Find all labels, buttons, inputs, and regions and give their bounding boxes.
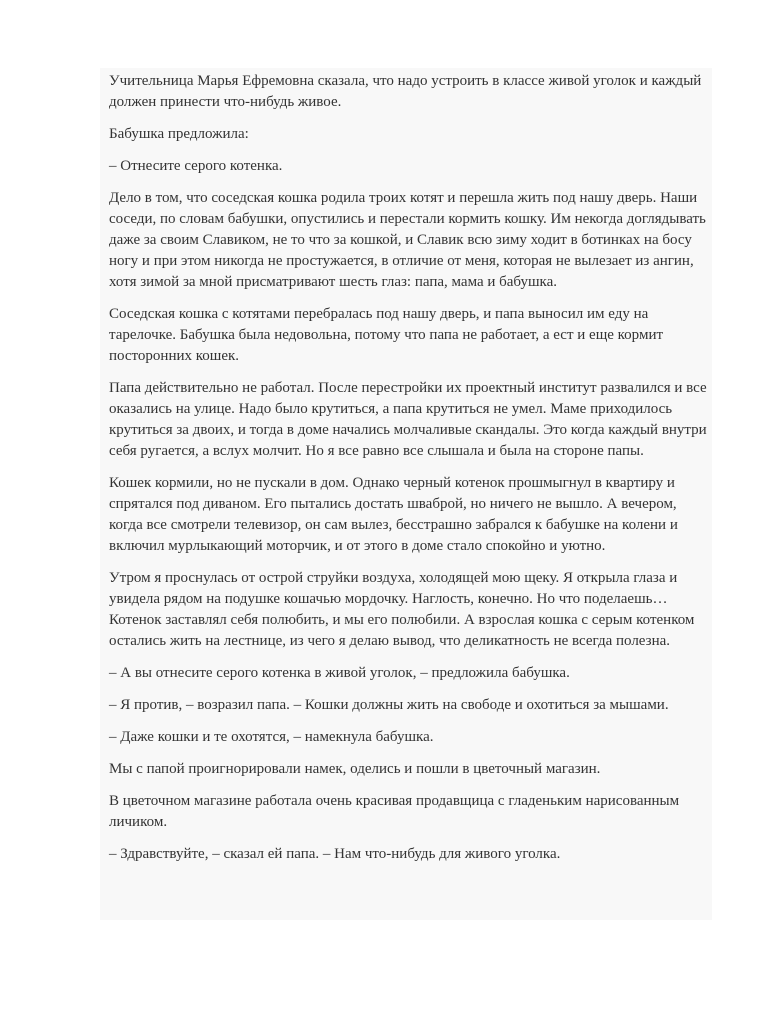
paragraph-3: – Отнесите серого котенка. bbox=[109, 158, 283, 174]
document-text bbox=[100, 68, 712, 865]
paragraph-11: – Даже кошки и те охотятся, – намекнула бабушка. bbox=[109, 729, 434, 745]
paragraph-6: Папа действительно не работал. После перестройки их проектный институт развалился и все оказались на улице. Надо было крутиться, а папа крутиться не умел. Маме приходилось крутиться за двоих, и тогда в доме начались молчаливые скандалы. Это когда каждый внутри себя ругается, а вслух молчит. Но я все равно все слышала и была на стороне папы. bbox=[109, 380, 707, 459]
paragraph-14: – Здравствуйте, – сказал ей папа. – Нам что-нибудь для живого уголка. bbox=[109, 846, 561, 862]
paragraph-13: В цветочном магазине работала очень красивая продавщица с гладеньким нарисованным личиком. bbox=[109, 793, 680, 830]
paragraph-1: Учительница Марья Ефремовна сказала, что надо устроить в классе живой уголок и каждый должен принести что-нибудь живое. bbox=[109, 73, 702, 110]
paragraph-2: Бабушка предложила: bbox=[109, 126, 249, 142]
paragraph-4: Дело в том, что соседская кошка родила троих котят и перешла жить под нашу дверь. Наши соседи, по словам бабушки, опустились и перестали кормить кошку. Им некогда доглядывать даже за своим Славиком, не то что за кошкой, и Славик всю зиму ходит в ботинках на босу ногу и при этом никогда не простужается, в отличие от меня, которая не вылезает из ангин, хотя зимой за мной присматривают шесть глаз: папа, мама и бабушка. bbox=[109, 190, 706, 290]
paragraph-5: Соседская кошка с котятами перебралась под нашу дверь, и папа выносил им еду на тарелочке. Бабушка была недовольна, потому что папа не работает, а ест и еще кормит посторонних кошек. bbox=[109, 306, 664, 364]
paragraph-7: Кошек кормили, но не пускали в дом. Однако черный котенок прошмыгнул в квартиру и спрятался под диваном. Его пытались достать шваброй, но ничего не вышло. А вечером, когда все смотрели телевизор, он сам вылез, бесстрашно забрался к бабушке на колени и включил мурлыкающий моторчик, и от этого в доме стало спокойно и уютно. bbox=[109, 475, 678, 554]
paragraph-9: – А вы отнесите серого котенка в живой уголок, – предложила бабушка. bbox=[109, 665, 570, 681]
paragraph-10: – Я против, – возразил папа. – Кошки должны жить на свободе и охотиться за мышами. bbox=[109, 697, 669, 713]
paragraph-8: Утром я проснулась от острой струйки воздуха, холодящей мою щеку. Я открыла глаза и увидела рядом на подушке кошачью мордочку. Наглость, конечно. Но что поделаешь… Котенок заставлял себя полюбить, и мы его полюбили. А взрослая кошка с серым котенком остались жить на лестнице, из чего я делаю вывод, что деликатность не всегда полезна. bbox=[109, 570, 695, 649]
paragraph-12: Мы с папой проигнорировали намек, оделись и пошли в цветочный магазин. bbox=[109, 761, 601, 777]
document-page bbox=[100, 68, 712, 920]
